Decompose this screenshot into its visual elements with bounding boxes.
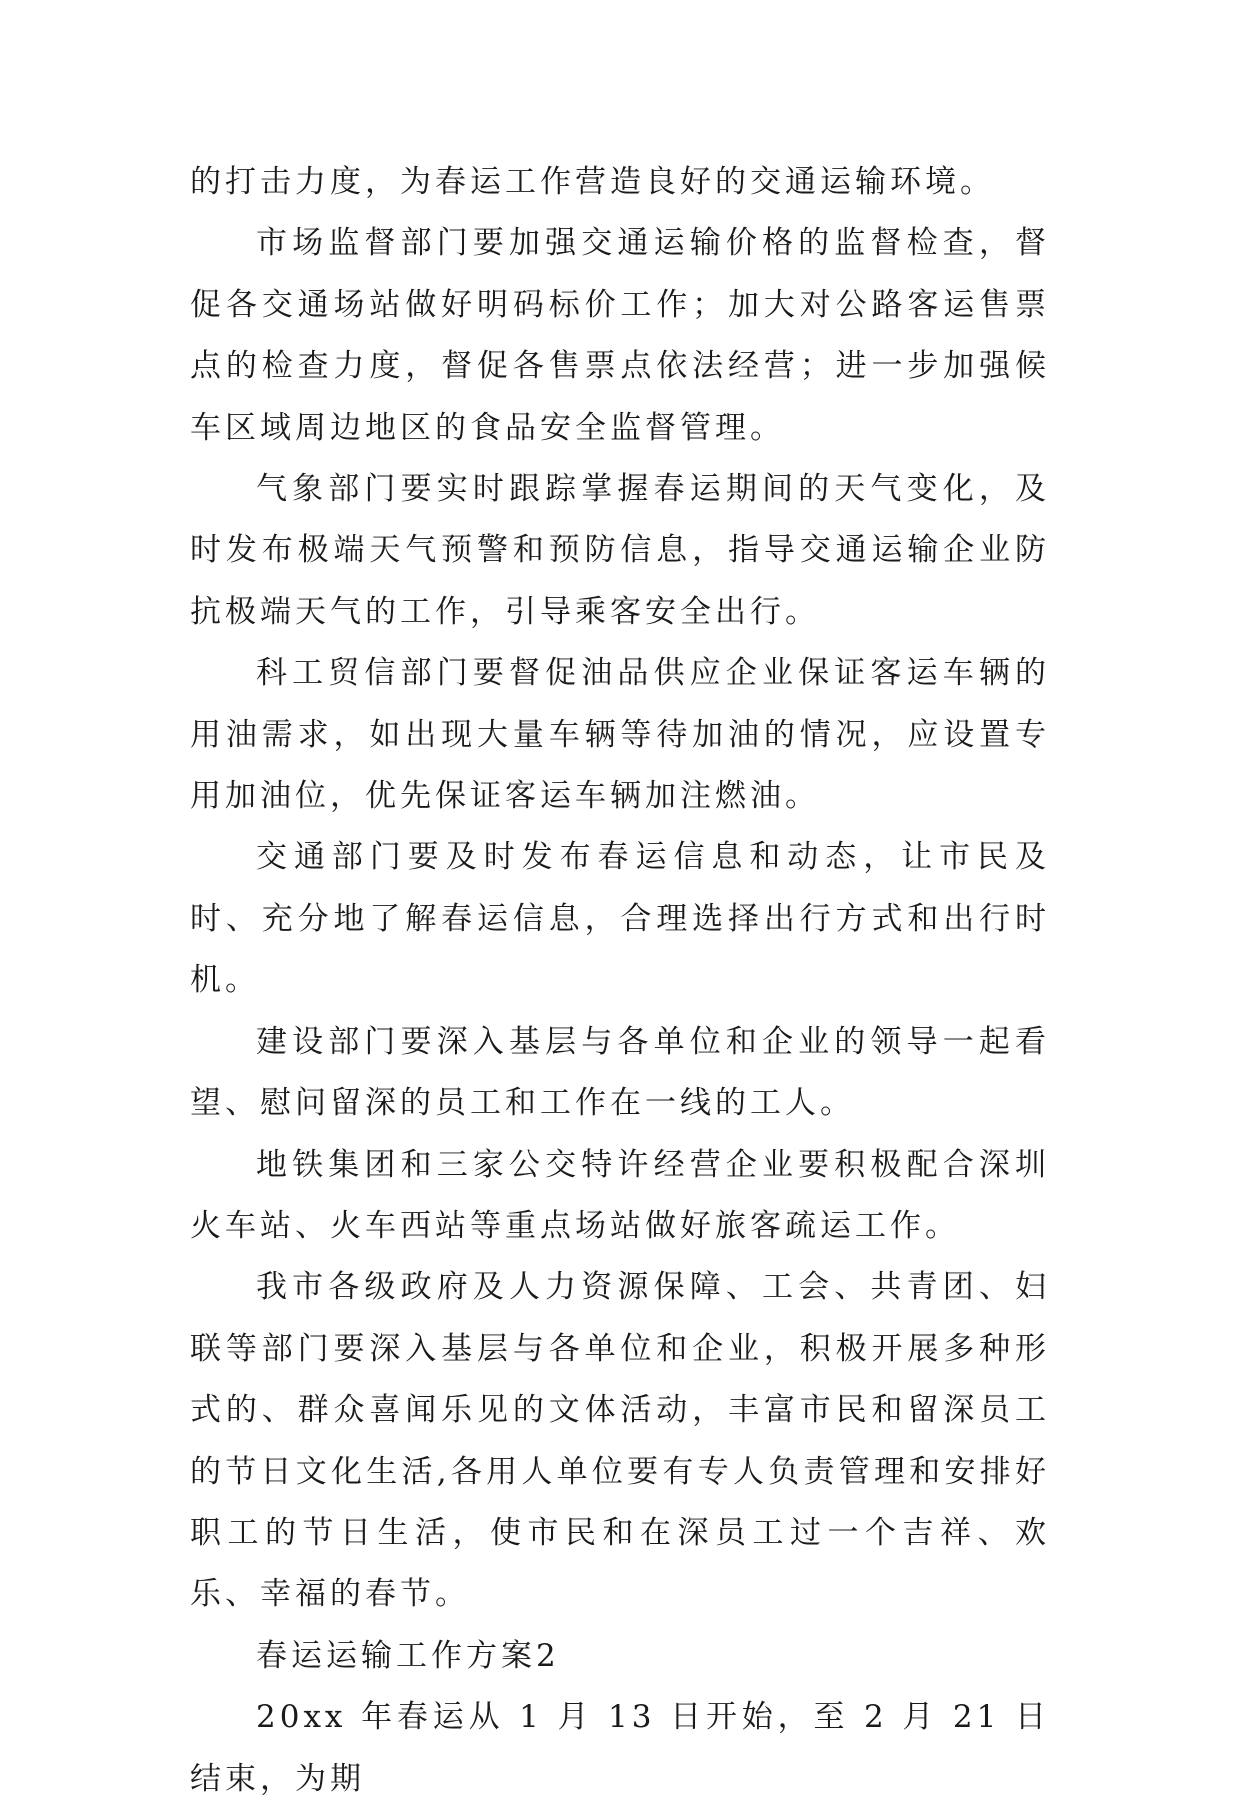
paragraph-plan-intro: 20xx 年春运从 1 月 13 日开始，至 2 月 21 日结束，为期: [190, 1699, 1050, 1797]
paragraph-government: 我市各级政府及人力资源保障、工会、共青团、妇联等部门要深入基层与各单位和企业，积极开展多种形式的、群众喜闻乐见的文体活动，丰富市民和留深员工的节日文化生活,各用人单位要有专人负责管理和安排好职工的节日生活，使市民和在深员工过一个吉祥、欢乐、幸福的春节。: [190, 1269, 1050, 1613]
paragraph-transport: 交通部门要及时发布春运信息和动态，让市民及时、充分地了解春运信息，合理选择出行方式和出行时机。: [190, 839, 1050, 999]
paragraph-construction: 建设部门要深入基层与各单位和企业的领导一起看望、慰问留深的员工和工作在一线的工人。: [190, 1023, 1050, 1122]
section-heading: 春运运输工作方案2: [256, 1637, 560, 1674]
paragraph-meteorology: 气象部门要实时跟踪掌握春运期间的天气变化，及时发布极端天气预警和预防信息，指导交通运输企业防抗极端天气的工作，引导乘客安全出行。: [190, 471, 1050, 630]
paragraph-metro-bus: 地铁集团和三家公交特许经营企业要积极配合深圳火车站、火车西站等重点场站做好旅客疏运工作。: [190, 1146, 1050, 1244]
paragraph-industry-trade: 科工贸信部门要督促油品供应企业保证客运车辆的用油需求，如出现大量车辆等待加油的情况，应设置专用加油位，优先保证客运车辆加注燃油。: [190, 655, 1050, 815]
paragraph-market-supervision: 市场监督部门要加强交通运输价格的监督检查，督促各交通场站做好明码标价工作；加大对公路客运售票点的检查力度，督促各售票点依法经营；进一步加强候车区域周边地区的食品安全监督管理。: [190, 225, 1050, 446]
paragraph-continuation: 的打击力度，为春运工作营造良好的交通运输环境。: [190, 164, 995, 200]
document-body: [190, 152, 1050, 1810]
